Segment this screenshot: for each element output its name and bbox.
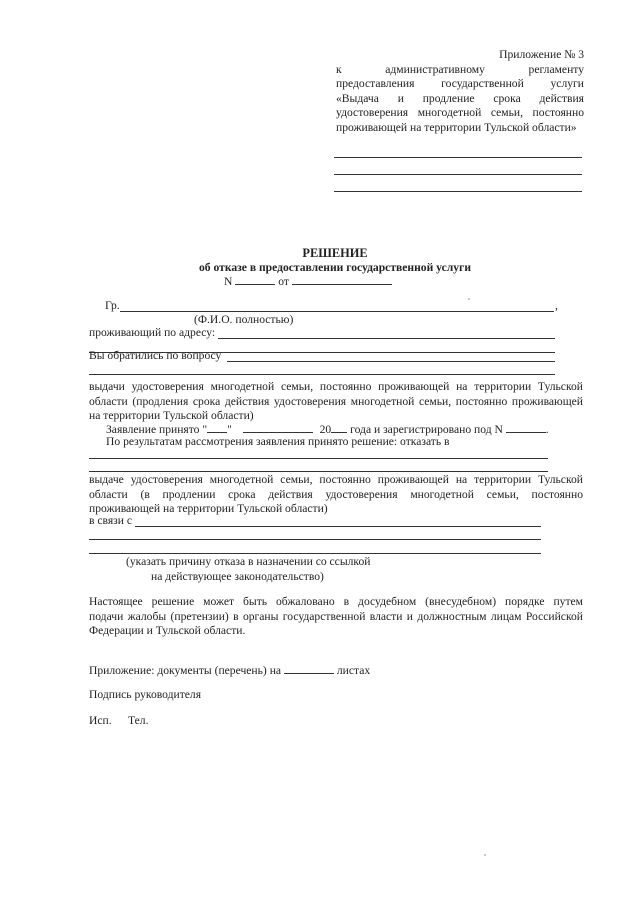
application-text: Заявление принято " [106,423,208,436]
appendix-line: удостоверения многодетной семьи, постоянно [336,106,584,120]
reason-field-2[interactable] [89,539,541,540]
appendix-line: проживающей на территории Тульской области» [336,120,577,134]
appendix-line: предоставления государственной услуги [336,77,584,91]
issue-line: выдачи удостоверения многодетной семьи, постоянно проживающей на территории Тульской [89,380,583,393]
citizen-prefix: Гр. [105,299,120,312]
refusal-line: проживающей на территории Тульской области) [89,502,328,516]
application-text: . [545,423,549,436]
attachment-text: Приложение: документы (перечень) на [89,664,282,677]
refusal-line: выдаче удостоверения многодетной семьи, постоянно проживающей на территории Тульской [89,473,583,486]
application-year-field[interactable] [331,421,347,433]
issue-line: на территории Тульской области) [89,409,254,423]
scan-speck [484,854,486,856]
decision-field-1[interactable] [89,458,548,459]
appendix-line: «Выдача и продление срока действия [336,91,584,105]
address-label: проживающий по адресу: [89,326,216,339]
refusal-line: области (в продлении срока действия удостоверения многодетной семьи, постоянно [89,487,583,501]
decision-field-2[interactable] [89,471,548,472]
citizen-name-field[interactable] [120,311,554,312]
document-number-row [224,273,424,290]
citizen-suffix: , [555,299,558,312]
appeal-line: Настоящее решение может быть обжаловано в досудебном (внесудебном) порядке путем [89,595,583,608]
fio-caption: (Ф.И.О. полностью) [194,313,294,326]
question-label: Вы обратились по вопросу [89,349,222,362]
appeal-line: подачи жалобы (претензии) в органы государственной власти и должностным лицам Российской [89,609,583,623]
number-prefix: N [224,275,233,288]
reason-field-3[interactable] [89,553,541,554]
decision-text: По результатам рассмотрения заявления принято решение: отказать в [106,435,450,448]
application-text: года и зарегистрировано под N [350,423,503,436]
question-field-2[interactable] [89,374,555,375]
issue-paragraph [89,380,583,424]
issue-line: области (продления срока действия удостоверения многодетной семьи, постоянно проживающей [89,394,583,408]
addressee-line-3[interactable] [334,191,582,192]
registration-number-field[interactable] [506,421,546,433]
application-text: " [227,423,232,436]
document-date-field[interactable] [292,273,392,285]
application-day-field[interactable] [207,421,227,433]
reason-caption: (указать причину отказа в назначении со ссылкой [126,555,371,568]
scan-speck [468,298,470,300]
application-year-prefix: 20 [319,423,332,436]
addressee-line-1[interactable] [334,157,582,158]
appendix-line: к административному регламенту [336,62,584,76]
appeal-line: Федерации и Тульской области. [89,624,246,638]
application-month-field[interactable] [243,421,313,433]
document-number-field[interactable] [235,273,275,285]
appeal-paragraph [89,595,583,639]
reason-caption: на действующее законодательство) [151,570,324,583]
reason-label: в связи с [89,514,133,527]
date-prefix: от [278,275,289,288]
addressee-line-2[interactable] [334,174,582,175]
attachment-pages-field[interactable] [284,662,334,674]
document-title: РЕШЕНИЕ [302,246,368,260]
phone-label: Тел. [128,714,149,727]
appendix-block [336,48,584,136]
executor-label: Исп. [89,714,112,727]
address-field[interactable] [218,338,555,339]
attachment-row [89,662,370,679]
appendix-number: Приложение № 3 [499,48,584,61]
refusal-paragraph [89,473,583,517]
attachment-text: листах [336,664,371,677]
document-subtitle: об отказе в предоставлении государственной услуги [198,261,471,274]
reason-field-1[interactable] [135,526,541,527]
signature-label: Подпись руководителя [89,688,202,701]
question-field[interactable] [227,361,555,362]
